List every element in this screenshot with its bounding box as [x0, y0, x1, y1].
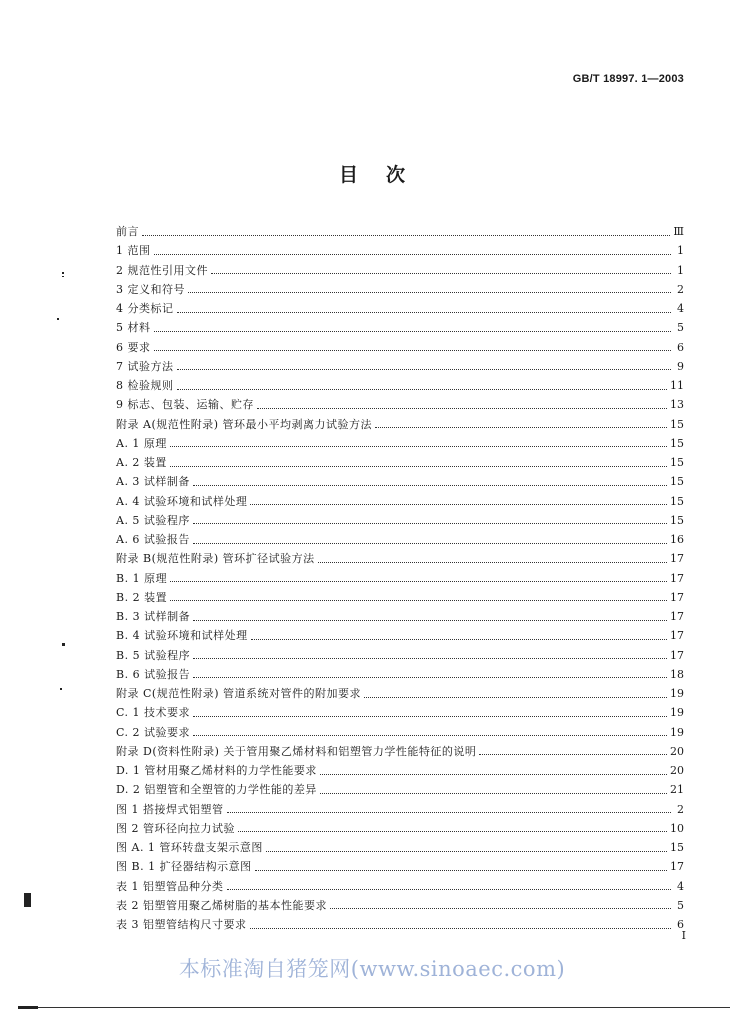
toc-entry-label: 图 B. 1 扩径器结构示意图 — [116, 861, 255, 872]
scan-speck — [57, 318, 59, 320]
toc-leader-dots — [193, 676, 667, 678]
toc-entry-label: A. 3 试样制备 — [116, 476, 193, 487]
toc-entry — [116, 703, 684, 722]
toc-entry-page: 11 — [670, 379, 684, 393]
toc-entry-label: 图 A. 1 管环转盘支架示意图 — [116, 842, 266, 853]
toc-entry-label: 3 定义和符号 — [116, 284, 188, 295]
toc-leader-dots — [238, 830, 667, 832]
toc-entry-page: 15 — [670, 436, 684, 450]
toc-entry — [116, 453, 684, 472]
toc-leader-dots — [251, 638, 667, 640]
toc-entry-label: 附录 D(资料性附录) 关于管用聚乙烯材料和铝塑管力学性能特征的说明 — [116, 746, 479, 757]
toc-entry — [116, 626, 684, 645]
toc-entry — [116, 684, 684, 703]
scan-speck — [62, 643, 65, 646]
toc-entry-label: B. 2 装置 — [116, 592, 170, 603]
toc-leader-dots — [193, 542, 667, 544]
toc-leader-dots — [193, 522, 667, 524]
toc-entry — [116, 492, 684, 511]
toc-entry-label: 图 1 搭接焊式铝塑管 — [116, 804, 227, 815]
toc-entry-page: 1 — [677, 244, 684, 258]
toc-entry — [116, 549, 684, 568]
toc-entry-label: 表 1 铝塑管品种分类 — [116, 881, 227, 892]
toc-entry-label: B. 4 试验环境和试样处理 — [116, 630, 251, 641]
toc-leader-dots — [193, 619, 667, 621]
toc-entry-label: A. 1 原理 — [116, 438, 170, 449]
toc-leader-dots — [154, 253, 672, 255]
toc-entry-label: B. 3 试样制备 — [116, 611, 193, 622]
toc-entry-label: 表 3 铝塑管结构尺寸要求 — [116, 919, 250, 930]
toc-entry-page: 17 — [670, 860, 684, 874]
toc-entry-page: 16 — [670, 533, 684, 547]
toc-entry-page: 13 — [670, 398, 684, 412]
toc-entry-label: 图 2 管环径向拉力试验 — [116, 823, 238, 834]
toc-leader-dots — [154, 349, 672, 351]
scan-speck — [62, 272, 64, 274]
scan-speck — [24, 893, 31, 907]
document-code: GB/T 18997. 1—2003 — [572, 73, 684, 85]
toc-entry-label: B. 1 原理 — [116, 573, 170, 584]
toc-leader-dots — [255, 869, 667, 871]
toc-entry-label: C. 2 试验要求 — [116, 727, 193, 738]
toc-entry — [116, 299, 684, 318]
toc-leader-dots — [193, 734, 667, 736]
toc-entry — [116, 742, 684, 761]
toc-entry-label: 8 检验规则 — [116, 380, 177, 391]
toc-entry-page: 4 — [677, 302, 684, 316]
toc-entry-label: 4 分类标记 — [116, 303, 177, 314]
toc-entry-label: 附录 A(规范性附录) 管环最小平均剥离力试验方法 — [116, 419, 375, 430]
toc-entry-page: 15 — [670, 513, 684, 527]
toc-entry-label: 附录 C(规范性附录) 管道系统对管件的附加要求 — [116, 688, 364, 699]
toc-entry — [116, 511, 684, 530]
toc-leader-dots — [211, 272, 671, 274]
footer-rule-mark — [18, 1006, 38, 1009]
toc-entry — [116, 434, 684, 453]
toc-leader-dots — [257, 407, 667, 409]
toc-entry — [116, 530, 684, 549]
toc-entry-page: 15 — [670, 494, 684, 508]
toc-entry — [116, 723, 684, 742]
toc-entry — [116, 241, 684, 260]
toc-entry-label: 7 试验方法 — [116, 361, 177, 372]
toc-entry-label: 前言 — [116, 226, 142, 237]
toc-leader-dots — [320, 792, 667, 794]
toc-entry-label: 5 材料 — [116, 322, 154, 333]
toc-entry — [116, 338, 684, 357]
toc-leader-dots — [320, 773, 667, 775]
toc-leader-dots — [364, 696, 667, 698]
toc-entry — [116, 915, 684, 934]
toc-entry — [116, 780, 684, 799]
toc-entry-page: 15 — [670, 475, 684, 489]
toc-leader-dots — [177, 311, 672, 313]
toc-entry-page: 2 — [677, 802, 684, 816]
toc-leader-dots — [375, 426, 667, 428]
toc-leader-dots — [227, 888, 672, 890]
toc-entry-page: 20 — [670, 744, 684, 758]
toc-leader-dots — [193, 484, 667, 486]
toc-leader-dots — [227, 811, 672, 813]
toc-entry — [116, 646, 684, 665]
toc-entry-page: 9 — [677, 359, 684, 373]
table-of-contents — [116, 222, 684, 934]
toc-leader-dots — [193, 715, 667, 717]
toc-entry — [116, 415, 684, 434]
toc-entry — [116, 819, 684, 838]
toc-entry — [116, 665, 684, 684]
toc-entry — [116, 857, 684, 876]
toc-entry-page: 21 — [670, 783, 684, 797]
scan-speck — [62, 276, 64, 277]
toc-entry-page: 15 — [670, 456, 684, 470]
toc-leader-dots — [188, 291, 671, 293]
toc-entry — [116, 800, 684, 819]
toc-entry-label: D. 2 铝塑管和全塑管的力学性能的差异 — [116, 784, 320, 795]
toc-entry-label: B. 6 试验报告 — [116, 669, 193, 680]
toc-entry — [116, 280, 684, 299]
toc-entry-page: 10 — [670, 821, 684, 835]
toc-entry — [116, 607, 684, 626]
toc-entry-label: 附录 B(规范性附录) 管环扩径试验方法 — [116, 553, 318, 564]
toc-entry-page: 17 — [670, 571, 684, 585]
toc-entry-page: Ⅲ — [673, 225, 684, 239]
toc-leader-dots — [250, 927, 672, 929]
toc-entry — [116, 569, 684, 588]
toc-leader-dots — [170, 445, 667, 447]
toc-entry-label: A. 4 试验环境和试样处理 — [116, 496, 250, 507]
toc-entry-page: 17 — [670, 629, 684, 643]
toc-entry — [116, 472, 684, 491]
toc-entry — [116, 838, 684, 857]
toc-entry-label: C. 1 技术要求 — [116, 707, 193, 718]
toc-leader-dots — [177, 388, 668, 390]
toc-entry-page: 18 — [670, 667, 684, 681]
toc-entry-page: 15 — [670, 417, 684, 431]
toc-entry — [116, 588, 684, 607]
toc-entry-page: 17 — [670, 590, 684, 604]
toc-entry-page: 15 — [670, 841, 684, 855]
toc-entry-label: 表 2 铝塑管用聚乙烯树脂的基本性能要求 — [116, 900, 330, 911]
page-number: Ⅰ — [681, 929, 686, 942]
toc-entry-page: 6 — [677, 918, 684, 932]
toc-leader-dots — [266, 850, 667, 852]
toc-leader-dots — [170, 599, 667, 601]
toc-entry-label: A. 2 装置 — [116, 457, 170, 468]
toc-entry — [116, 357, 684, 376]
toc-leader-dots — [318, 561, 667, 563]
toc-entry-page: 17 — [670, 552, 684, 566]
toc-entry-page: 1 — [677, 263, 684, 277]
toc-entry-page: 17 — [670, 610, 684, 624]
toc-entry-label: 1 范围 — [116, 245, 154, 256]
toc-entry-page: 5 — [677, 321, 684, 335]
toc-leader-dots — [142, 234, 670, 236]
toc-entry-label: 2 规范性引用文件 — [116, 265, 211, 276]
toc-entry-page: 2 — [677, 282, 684, 296]
toc-entry — [116, 877, 684, 896]
toc-leader-dots — [170, 465, 667, 467]
toc-entry-label: 6 要求 — [116, 342, 154, 353]
toc-entry-page: 19 — [670, 725, 684, 739]
toc-entry-page: 5 — [677, 898, 684, 912]
toc-entry-page: 20 — [670, 764, 684, 778]
toc-entry — [116, 761, 684, 780]
page-title: 目次 — [338, 164, 433, 186]
toc-entry-page: 4 — [677, 879, 684, 893]
toc-entry-page: 17 — [670, 648, 684, 662]
toc-entry-page: 6 — [677, 340, 684, 354]
toc-leader-dots — [154, 330, 672, 332]
footer-rule — [18, 1007, 730, 1008]
toc-leader-dots — [177, 368, 672, 370]
watermark-text: 本标准淘自猪笼网(www.sinoaec.com) — [178, 957, 566, 981]
toc-entry-label: A. 5 试验程序 — [116, 515, 193, 526]
toc-entry — [116, 318, 684, 337]
toc-leader-dots — [250, 503, 667, 505]
toc-entry — [116, 395, 684, 414]
toc-entry — [116, 261, 684, 280]
scan-speck — [60, 688, 62, 690]
toc-entry-label: 9 标志、包装、运输、贮存 — [116, 399, 257, 410]
toc-entry — [116, 896, 684, 915]
toc-entry — [116, 222, 684, 241]
toc-entry-label: B. 5 试验程序 — [116, 650, 193, 661]
toc-leader-dots — [193, 657, 667, 659]
toc-entry-label: A. 6 试验报告 — [116, 534, 193, 545]
toc-entry-label: D. 1 管材用聚乙烯材料的力学性能要求 — [116, 765, 320, 776]
toc-leader-dots — [170, 580, 667, 582]
toc-leader-dots — [479, 753, 667, 755]
toc-entry — [116, 376, 684, 395]
toc-entry-page: 19 — [670, 706, 684, 720]
toc-leader-dots — [330, 907, 671, 909]
toc-entry-page: 19 — [670, 687, 684, 701]
